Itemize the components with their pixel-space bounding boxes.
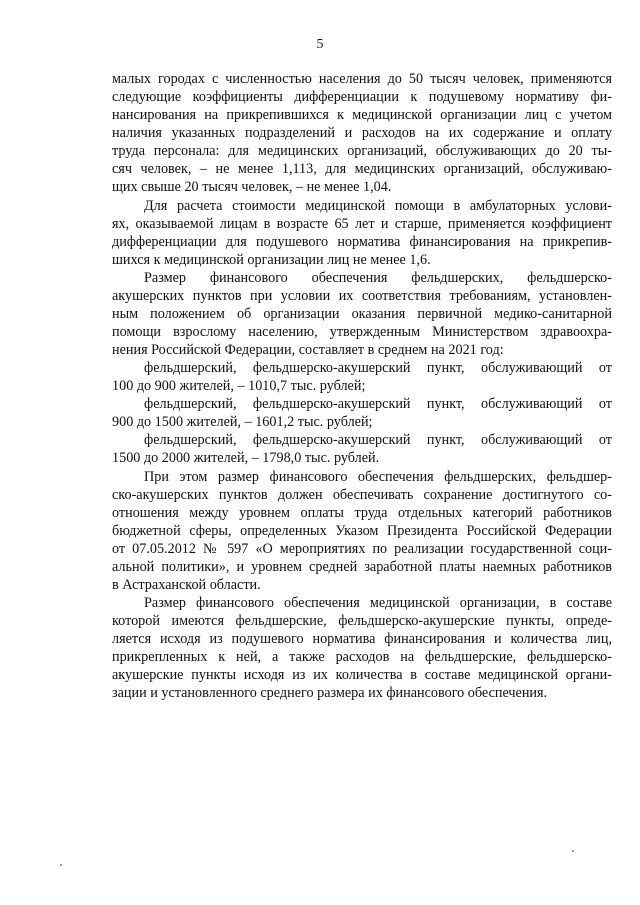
text-line: Размер финансового обеспечения медицинской организации, в составе	[144, 595, 612, 611]
text-line: от 07.05.2012 № 597 «О мероприятиях по реализации государственной соци-	[112, 541, 612, 557]
text-line: 1500 до 2000 жителей, – 1798,0 тыс. рублей.	[112, 450, 380, 466]
text-line: 900 до 1500 жителей, – 1601,2 тыс. рублей;	[112, 414, 373, 430]
text-line: При этом размер финансового обеспечения фельдшерских, фельдшер-	[144, 469, 612, 485]
scan-speck	[572, 850, 574, 852]
scan-speck	[60, 864, 62, 866]
text-line: ляется исходя из подушевого норматива финансирования и количества лиц,	[112, 631, 612, 647]
text-line: акушерских пунктов при условии их соответствия требованиям, установлен-	[112, 288, 612, 304]
text-line: сяч человек, – не менее 1,113, для медицинских организаций, обслуживаю-	[112, 161, 612, 177]
text-line: Размер финансового обеспечения фельдшерских, фельдшерско-	[144, 270, 612, 286]
text-line: нансирования на прикрепившихся к медицинской организации лиц с учетом	[112, 107, 612, 123]
page-number: 5	[316, 37, 324, 52]
text-line: шихся к медицинской организации лиц не менее 1,6.	[112, 252, 431, 268]
text-line: фельдшерский, фельдшерско-акушерский пункт, обслуживающий от	[144, 396, 612, 412]
text-line: фельдшерский, фельдшерско-акушерский пункт, обслуживающий от	[144, 360, 612, 376]
text-line: ско-акушерских пунктов должен обеспечивать сохранение достигнутого со-	[112, 487, 612, 503]
text-line: дифференциации для подушевого норматива финансирования на прикрепив-	[112, 234, 612, 250]
text-line: 100 до 900 жителей, – 1010,7 тыс. рублей;	[112, 378, 366, 394]
text-line: фельдшерский, фельдшерско-акушерский пункт, обслуживающий от	[144, 432, 612, 448]
text-line: нения Российской Федерации, составляет в среднем на 2021 год:	[112, 342, 504, 358]
text-line: зации и установленного среднего размера их финансового обеспечения.	[112, 685, 548, 701]
text-line: акушерские пункты исходя из их количества в составе медицинской органи-	[112, 667, 612, 683]
text-line: наличия указанных подразделений и расходов на их содержание и оплату	[112, 125, 612, 141]
text-line: альной политики», и уровнем средней заработной платы наемных работников	[112, 559, 612, 575]
text-line: в Астраханской области.	[112, 577, 261, 593]
text-line: ным положением об организации оказания первичной медико-санитарной	[112, 306, 612, 322]
text-line: труда персонала: для медицинских организаций, обслуживающих до 20 ты-	[112, 143, 612, 159]
text-line: малых городах с численностью населения до 50 тысяч человек, применяются	[112, 71, 612, 87]
text-line: ях, оказываемой лицам в возрасте 65 лет и старше, применяется коэффициент	[112, 216, 612, 232]
text-line: помощи взрослому населению, утвержденным Министерством здравоохра-	[112, 324, 612, 340]
text-line: Для расчета стоимости медицинской помощи в амбулаторных услови-	[144, 198, 612, 214]
text-line: прикрепленных к ней, а также расходов на фельдшерские, фельдшерско-	[112, 649, 612, 665]
text-line: отношения между уровнем оплаты труда отдельных категорий работников	[112, 505, 612, 521]
text-line: бюджетной сферы, определенных Указом Президента Российской Федерации	[112, 523, 612, 539]
text-line: следующие коэффициенты дифференциации к подушевому нормативу фи-	[112, 89, 612, 105]
text-line: щих свыше 20 тысяч человек, – не менее 1,04.	[112, 179, 392, 195]
text-line: которой имеются фельдшерские, фельдшерско-акушерские пункты, опреде-	[112, 613, 612, 629]
